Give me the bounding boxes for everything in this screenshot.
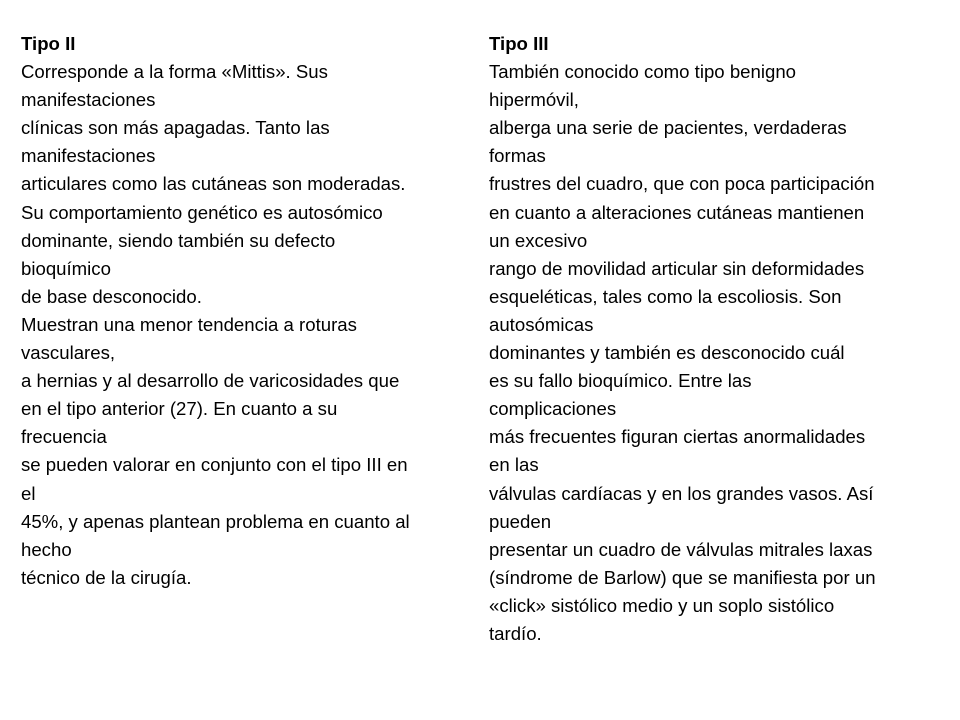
text-line: frustres del cuadro, que con poca participación [489, 173, 875, 195]
text-line: técnico de la cirugía. [21, 566, 192, 588]
text-line: 45%, y apenas plantean problema en cuanto al [21, 510, 410, 532]
text-line: dominante, siendo también su defecto [21, 229, 336, 251]
text-line: tardío. [489, 622, 542, 644]
text-line: clínicas son más apagadas. Tanto las [21, 117, 330, 139]
text-line: a hernias y al desarrollo de varicosidades que [21, 370, 400, 392]
text-line: manifestaciones [21, 145, 156, 167]
text-line: autosómicas [489, 313, 594, 335]
text-line: válvulas cardíacas y en los grandes vasos. Así [489, 482, 874, 504]
text-line: dominantes y también es desconocido cuál [489, 342, 845, 364]
column-title: Tipo II [21, 33, 76, 54]
text-line: articulares como las cutáneas son moderadas. [21, 173, 406, 195]
text-line: esqueléticas, tales como la escoliosis. Son [489, 285, 842, 307]
text-line: el [21, 482, 36, 504]
column-tipo-iii [489, 30, 955, 648]
column-body [21, 58, 491, 592]
text-line: hecho [21, 538, 72, 560]
text-line: complicaciones [489, 398, 617, 420]
text-line: (síndrome de Barlow) que se manifiesta por un [489, 566, 876, 588]
text-line: se pueden valorar en conjunto con el tipo III en [21, 454, 408, 476]
text-line: es su fallo bioquímico. Entre las [489, 370, 752, 392]
text-line: frecuencia [21, 426, 107, 448]
column-title: Tipo III [489, 33, 549, 54]
text-line: Corresponde a la forma «Mittis». Sus [21, 61, 328, 83]
text-line: hipermóvil, [489, 89, 579, 111]
text-line: alberga una serie de pacientes, verdaderas [489, 117, 847, 139]
text-line: formas [489, 145, 546, 167]
text-line: bioquímico [21, 257, 111, 279]
text-line: «click» sistólico medio y un soplo sistólico [489, 594, 835, 616]
text-line: en el tipo anterior (27). En cuanto a su [21, 398, 338, 420]
text-line: en las [489, 454, 539, 476]
column-body [489, 58, 955, 648]
text-line: Muestran una menor tendencia a roturas [21, 313, 357, 335]
text-line: presentar un cuadro de válvulas mitrales laxas [489, 538, 873, 560]
text-line: manifestaciones [21, 89, 156, 111]
text-line: También conocido como tipo benigno [489, 61, 796, 83]
column-tipo-ii [21, 30, 491, 592]
text-line: pueden [489, 510, 552, 532]
text-line: más frecuentes figuran ciertas anormalidades [489, 426, 866, 448]
text-line: rango de movilidad articular sin deformidades [489, 257, 865, 279]
text-line: vasculares, [21, 342, 116, 364]
text-line: Su comportamiento genético es autosómico [21, 201, 383, 223]
text-line: de base desconocido. [21, 285, 202, 307]
text-line: en cuanto a alteraciones cutáneas mantienen [489, 201, 865, 223]
text-line: un excesivo [489, 229, 588, 251]
